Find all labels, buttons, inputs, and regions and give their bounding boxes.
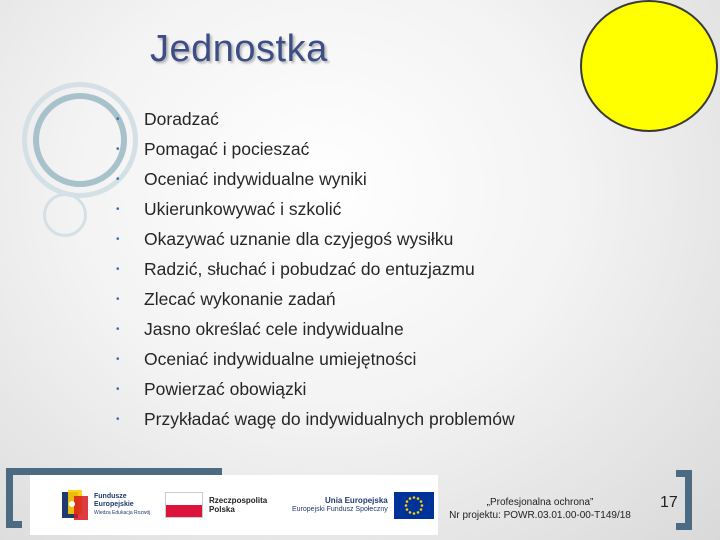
list-item: [112, 404, 515, 434]
footer-bracket-left: [6, 468, 22, 528]
list-item-text: Jasno określać cele indywidualne: [144, 318, 404, 339]
list-item-text: Powierzać obowiązki: [144, 378, 307, 399]
list-item: [112, 344, 515, 374]
rzeczpospolita-polska-logo: [165, 492, 267, 518]
list-item-text: Okazywać uznanie dla czyjegoś wysiłku: [144, 228, 454, 249]
fundusze-europejskie-icon: [60, 488, 90, 522]
list-item: [112, 284, 515, 314]
bullet-icon: •: [116, 413, 120, 425]
yellow-circle-shape: [580, 0, 718, 132]
slide-title: Jednostka: [150, 28, 328, 70]
list-item-text: Radzić, słuchać i pobudzać do entuzjazmu: [144, 258, 475, 279]
list-item-text: Zlecać wykonanie zadań: [144, 288, 336, 309]
ue-line1: Unia Europejska: [325, 496, 388, 505]
eu-flag-icon: [394, 492, 434, 519]
fundusze-line1: Fundusze: [94, 493, 127, 500]
bullet-icon: •: [116, 233, 120, 245]
list-item: [112, 194, 515, 224]
list-item-text: Oceniać indywidualne umiejętności: [144, 348, 417, 369]
decorative-ring-small: [43, 193, 87, 237]
bullet-icon: •: [116, 323, 120, 335]
funding-logos-strip: [30, 475, 438, 535]
bullet-list: [112, 104, 515, 434]
footer-band: [22, 468, 222, 475]
fundusze-europejskie-logo: [60, 488, 150, 522]
ue-line2: Europejski Fundusz Społeczny: [292, 506, 388, 513]
bullet-icon: •: [116, 143, 120, 155]
project-info: [440, 496, 640, 522]
bullet-icon: •: [116, 173, 120, 185]
bullet-icon: •: [116, 353, 120, 365]
list-item: [112, 134, 515, 164]
bullet-icon: •: [116, 113, 120, 125]
list-item-text: Przykładać wagę do indywidualnych problemów: [144, 408, 515, 429]
list-item-text: Ukierunkowywać i szkolić: [144, 198, 342, 219]
bullet-icon: •: [116, 203, 120, 215]
bullet-icon: •: [116, 293, 120, 305]
fundusze-line2: Europejskie: [94, 501, 134, 508]
rp-line2: Polska: [209, 505, 235, 514]
footer-bracket-right: [676, 470, 692, 530]
list-item: [112, 164, 515, 194]
bullet-icon: •: [116, 263, 120, 275]
unia-europejska-logo: [292, 492, 434, 519]
fundusze-line3: Wiedza Edukacja Rozwój: [94, 510, 151, 516]
polish-flag-icon: [165, 492, 203, 518]
slide-number: 17: [660, 494, 678, 511]
project-name: „Profesjonalna ochrona”: [486, 497, 594, 508]
list-item-text: Pomagać i pocieszać: [144, 138, 310, 159]
list-item: [112, 314, 515, 344]
bullet-icon: •: [116, 383, 120, 395]
list-item-text: Doradzać: [144, 108, 219, 129]
list-item: [112, 104, 515, 134]
list-item: [112, 224, 515, 254]
list-item-text: Oceniać indywidualne wyniki: [144, 168, 367, 189]
project-number: Nr projektu: POWR.03.01.00-00-T149/18: [449, 510, 631, 521]
rp-line1: Rzeczpospolita: [209, 496, 268, 505]
list-item: [112, 374, 515, 404]
list-item: [112, 254, 515, 284]
